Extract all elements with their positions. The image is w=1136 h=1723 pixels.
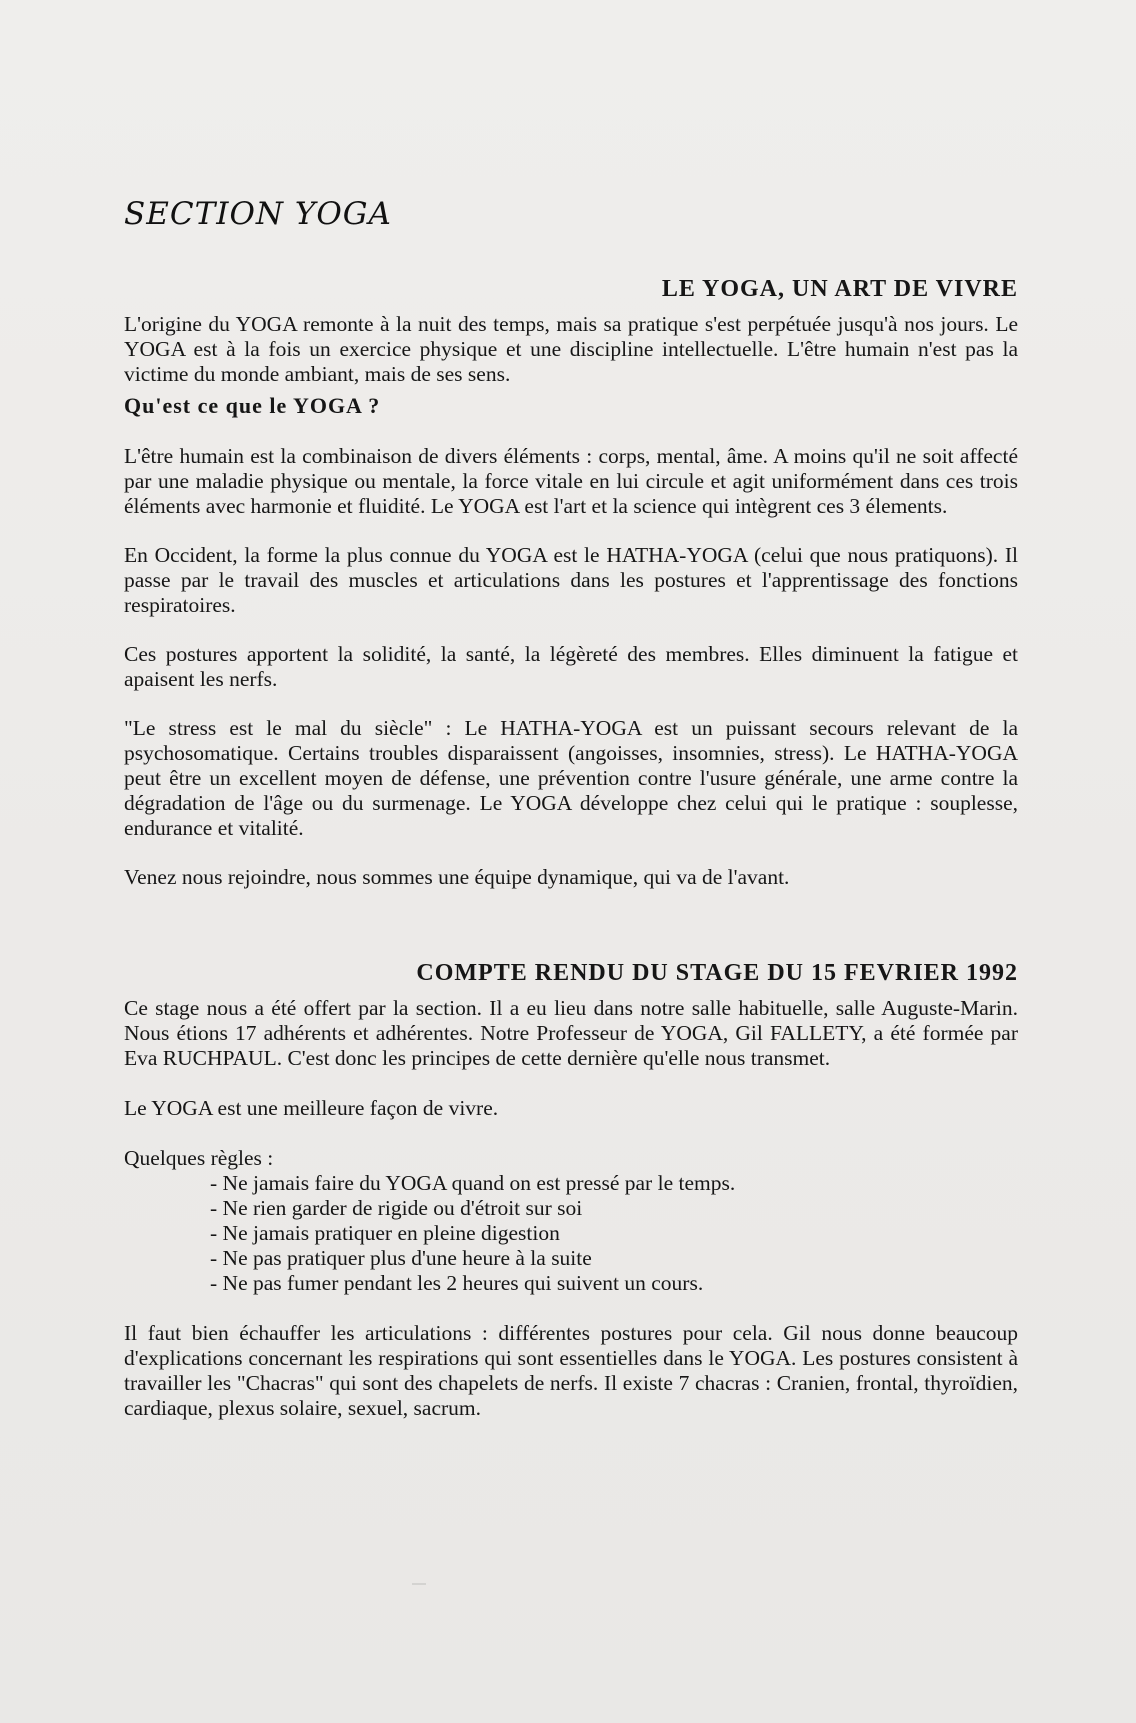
paragraph-postures: Ces postures apportent la solidité, la santé, la légèreté des membres. Elles diminuent la fatigue et apaisent les nerfs. — [124, 642, 1018, 691]
paragraph-articulations: Il faut bien échauffer les articulations : différentes postures pour cela. Gil nous donne beaucoup d'explications concernant les respirations qui sont essentielles dans le YOGA. Les postures consistent à travailler les "Chacras" qui sont des chapelets de nerfs. Il existe 7 chacras : Cranien, frontal, thyroïdien, cardiaque, plexus solaire, sexuel, sacrum. — [124, 1321, 1018, 1420]
paragraph-stress: "Le stress est le mal du siècle" : Le HATHA-YOGA est un puissant secours relevant de la psychosomatique. Certains troubles disparaissent (angoisses, insomnies, stress). Le HATHA-YOGA peut être un excellent moyen de défense, une prévention contre l'usure générale, une arme contre la dégradation de l'âge ou du surmenage. Le YOGA développe chez celui qui le pratique : souplesse, endurance et vitalité. — [124, 716, 1018, 840]
paragraph-rejoindre: Venez nous rejoindre, nous sommes une équipe dynamique, qui va de l'avant. — [124, 865, 790, 889]
section-title: SECTION YOGA — [124, 196, 392, 232]
rule-item: - Ne pas fumer pendant les 2 heures qui suivent un cours. — [210, 1271, 1018, 1296]
rule-item: - Ne jamais pratiquer en pleine digestion — [210, 1221, 1018, 1246]
question-heading: Qu'est ce que le YOGA ? — [124, 393, 381, 418]
paragraph-elements: L'être humain est la combinaison de divers éléments : corps, mental, âme. A moins qu'il ne soit affecté par une maladie physique ou mentale, la force vitale en lui circule et agit uniformément dans ces trois éléments avec harmonie et fluidité. Le YOGA est l'art et la science qui intègrent ces 3 élements. — [124, 444, 1018, 518]
rules-intro: Quelques règles : — [124, 1146, 274, 1170]
page-content — [124, 196, 1018, 1421]
paragraph-intro: L'origine du YOGA remonte à la nuit des temps, mais sa pratique s'est perpétuée jusqu'à nos jours. Le YOGA est à la fois un exercice physique et une discipline intellectuelle. L'être humain n'est pas la victime du monde ambiant, mais de ses sens. — [124, 312, 1018, 386]
rules-list — [124, 1171, 1018, 1296]
paragraph-hatha-yoga: En Occident, la forme la plus connue du YOGA est le HATHA-YOGA (celui que nous pratiquons). Il passe par le travail des muscles et articulations dans les postures et l'apprentissage des fonctions respiratoires. — [124, 543, 1018, 617]
paragraph-stage: Ce stage nous a été offert par la section. Il a eu lieu dans notre salle habituelle, salle Auguste-Marin. Nous étions 17 adhérents et adhérentes. Notre Professeur de YOGA, Gil FALLETY, a été formée par Eva RUCHPAUL. C'est donc les principes de cette dernière qu'elle nous transmet. — [124, 996, 1018, 1070]
rule-item: - Ne jamais faire du YOGA quand on est pressé par le temps. — [210, 1171, 1018, 1196]
paragraph-meilleure-facon: Le YOGA est une meilleure façon de vivre. — [124, 1096, 499, 1120]
rule-item: - Ne pas pratiquer plus d'une heure à la suite — [210, 1246, 1018, 1271]
page-mark — [412, 1583, 426, 1585]
rule-item: - Ne rien garder de rigide ou d'étroit sur soi — [210, 1196, 1018, 1221]
article-title-yoga-art-de-vivre: LE YOGA, UN ART DE VIVRE — [661, 276, 1018, 302]
article-title-compte-rendu: COMPTE RENDU DU STAGE DU 15 FEVRIER 1992 — [416, 960, 1018, 986]
